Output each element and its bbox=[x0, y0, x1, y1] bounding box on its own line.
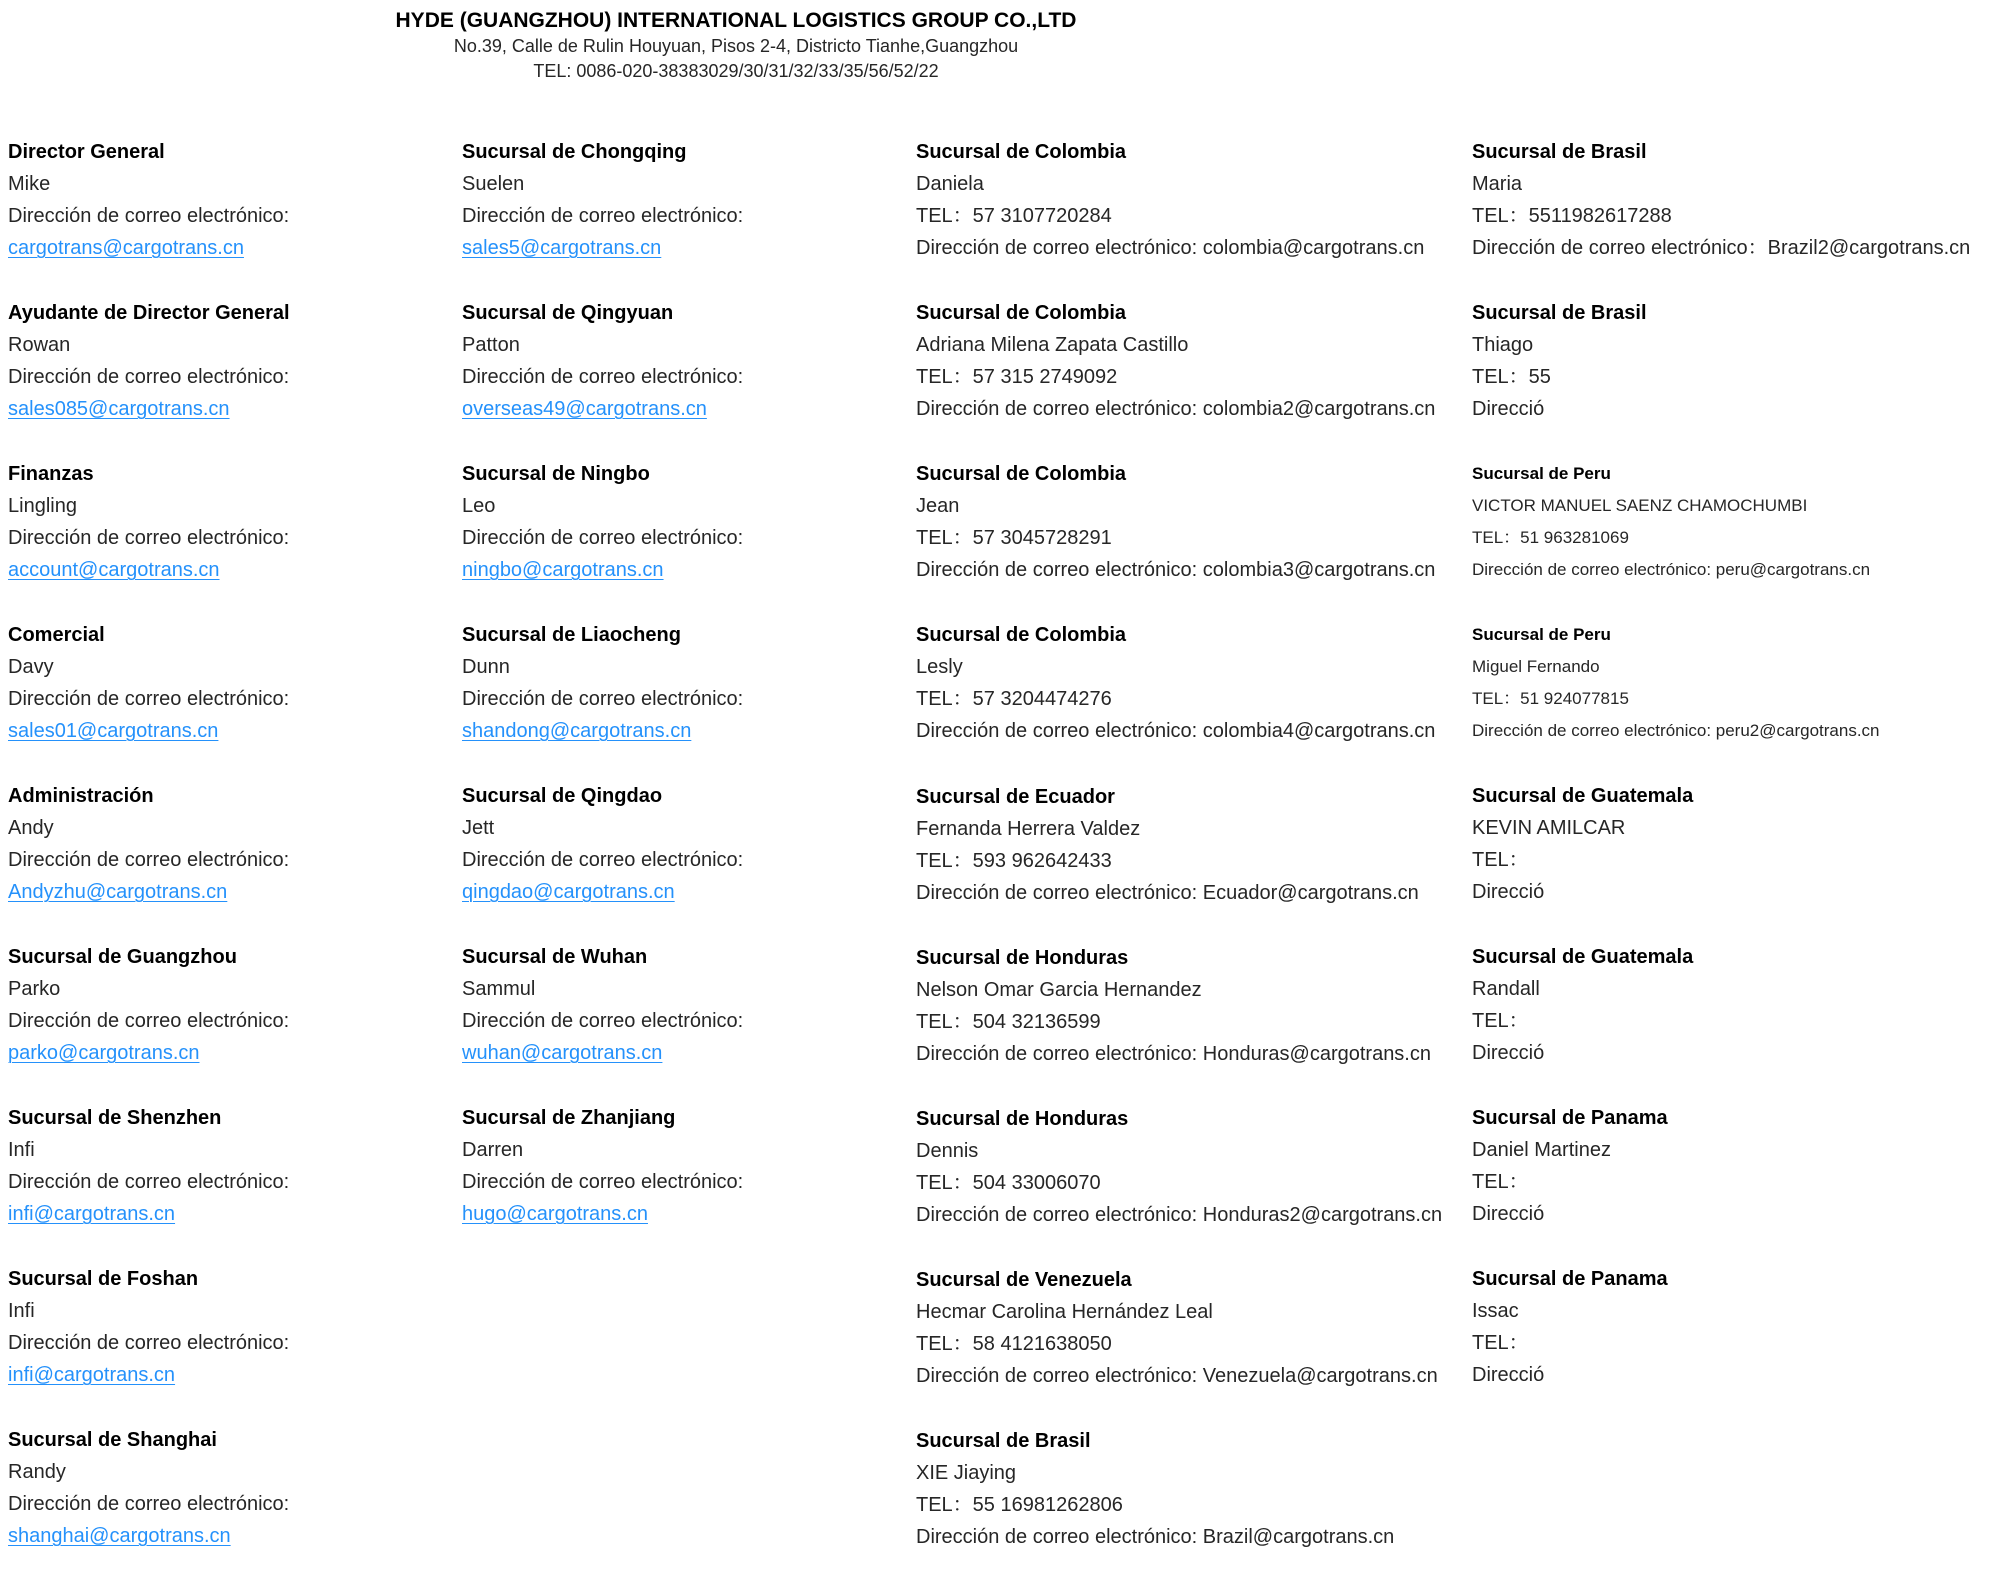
email-label: Dirección de correo electrónico: bbox=[8, 1332, 290, 1354]
tel-line: TEL：55 bbox=[1472, 366, 1551, 388]
email-link[interactable]: shandong@cargotrans.cn bbox=[462, 720, 692, 742]
entry-name: Dennis bbox=[916, 1140, 979, 1162]
email-link-line bbox=[8, 1037, 462, 1069]
contact-entry bbox=[462, 136, 916, 264]
entry-name: Fernanda Herrera Valdez bbox=[916, 818, 1141, 840]
entry-name: Suelen bbox=[462, 173, 525, 195]
entry-name: Adriana Milena Zapata Castillo bbox=[916, 334, 1189, 356]
entry-name: Nelson Omar Garcia Hernandez bbox=[916, 979, 1202, 1001]
contact-entry bbox=[8, 297, 462, 425]
tel-line: TEL： bbox=[1472, 1332, 1529, 1354]
email-line: Direcció bbox=[1472, 881, 1545, 903]
email-link[interactable]: ningbo@cargotrans.cn bbox=[462, 559, 664, 581]
contact-entry bbox=[462, 458, 916, 586]
email-label: Dirección de correo electrónico: bbox=[8, 1010, 290, 1032]
email-label: Dirección de correo electrónico: bbox=[462, 527, 744, 549]
tel-line: TEL：57 3204474276 bbox=[916, 688, 1112, 710]
contact-entry bbox=[1472, 1263, 2000, 1391]
entry-title: Sucursal de Guangzhou bbox=[8, 946, 237, 968]
email-link[interactable]: infi@cargotrans.cn bbox=[8, 1203, 176, 1225]
contact-entry bbox=[1472, 941, 2000, 1069]
email-line: Dirección de correo electrónico: peru@cargotrans.cn bbox=[1472, 560, 1871, 579]
entry-title: Sucursal de Colombia bbox=[916, 141, 1127, 163]
email-link[interactable]: Andyzhu@cargotrans.cn bbox=[8, 881, 228, 903]
entry-title: Sucursal de Wuhan bbox=[462, 946, 648, 968]
company-tel: TEL: 0086-020-38383029/30/31/32/33/35/56/52/22 bbox=[533, 61, 939, 81]
entry-title: Finanzas bbox=[8, 463, 94, 485]
contact-entry bbox=[1472, 136, 2000, 264]
entry-name: Infi bbox=[8, 1300, 35, 1322]
tel-line: TEL： bbox=[1472, 849, 1529, 871]
entry-title: Sucursal de Brasil bbox=[1472, 141, 1647, 163]
contact-column-1 bbox=[8, 136, 462, 1585]
email-link-line bbox=[8, 1198, 462, 1230]
email-label: Dirección de correo electrónico: bbox=[8, 1171, 290, 1193]
contact-entry bbox=[916, 297, 1472, 425]
entry-title: Comercial bbox=[8, 624, 105, 646]
entry-name: Dunn bbox=[462, 656, 510, 678]
entry-name: Randy bbox=[8, 1461, 66, 1483]
contact-entry bbox=[8, 136, 462, 264]
contact-entry bbox=[462, 297, 916, 425]
email-line: Direcció bbox=[1472, 398, 1545, 420]
email-link-line bbox=[462, 554, 916, 586]
entry-name: Thiago bbox=[1472, 334, 1534, 356]
email-link-line bbox=[462, 876, 916, 908]
email-link[interactable]: cargotrans@cargotrans.cn bbox=[8, 237, 244, 259]
email-link[interactable]: account@cargotrans.cn bbox=[8, 559, 220, 581]
entry-name: VICTOR MANUEL SAENZ CHAMOCHUMBI bbox=[1472, 496, 1808, 515]
email-line: Dirección de correo electrónico: colombia3@cargotrans.cn bbox=[916, 559, 1436, 581]
email-label: Dirección de correo electrónico: bbox=[8, 688, 290, 710]
entry-title: Sucursal de Guatemala bbox=[1472, 946, 1694, 968]
contact-entry bbox=[462, 780, 916, 908]
contact-entry bbox=[462, 619, 916, 747]
email-link-line bbox=[8, 876, 462, 908]
tel-line: TEL：58 4121638050 bbox=[916, 1333, 1112, 1355]
contact-column-3 bbox=[916, 136, 1472, 1586]
entry-name: Sammul bbox=[462, 978, 536, 1000]
contact-entry bbox=[462, 941, 916, 1069]
email-line: Direcció bbox=[1472, 1203, 1545, 1225]
contact-entry bbox=[1472, 780, 2000, 908]
tel-line: TEL：504 32136599 bbox=[916, 1011, 1101, 1033]
email-line: Dirección de correo electrónico: colombia@cargotrans.cn bbox=[916, 237, 1425, 259]
email-link[interactable]: sales5@cargotrans.cn bbox=[462, 237, 662, 259]
email-link-line bbox=[8, 1520, 462, 1552]
company-address: No.39, Calle de Rulin Houyuan, Pisos 2-4, Districto Tianhe,Guangzhou bbox=[453, 36, 1019, 56]
entry-name: Miguel Fernando bbox=[1472, 657, 1600, 676]
email-line: Dirección de correo electrónico: colombia2@cargotrans.cn bbox=[916, 398, 1436, 420]
tel-line: TEL： bbox=[1472, 1010, 1529, 1032]
contact-entry bbox=[8, 1424, 462, 1552]
entry-name: XIE Jiaying bbox=[916, 1462, 1017, 1484]
email-link-line bbox=[8, 715, 462, 747]
email-line: Dirección de correo electrónico：Brazil2@cargotrans.cn bbox=[1472, 237, 1971, 259]
entry-name: Daniel Martinez bbox=[1472, 1139, 1611, 1161]
contact-column-2 bbox=[462, 136, 916, 1263]
entry-title: Administración bbox=[8, 785, 154, 807]
email-link-line bbox=[462, 715, 916, 747]
entry-name: Infi bbox=[8, 1139, 35, 1161]
tel-line: TEL： bbox=[1472, 1171, 1529, 1193]
tel-line: TEL：57 3045728291 bbox=[916, 527, 1112, 549]
entry-title: Sucursal de Honduras bbox=[916, 947, 1129, 969]
contact-entry bbox=[8, 619, 462, 747]
contact-entry bbox=[916, 1103, 1472, 1231]
entry-name: Leo bbox=[462, 495, 496, 517]
email-link-line bbox=[8, 393, 462, 425]
email-label: Dirección de correo electrónico: bbox=[8, 205, 290, 227]
email-link-line bbox=[462, 1037, 916, 1069]
tel-line: TEL：51 963281069 bbox=[1472, 528, 1629, 547]
email-label: Dirección de correo electrónico: bbox=[8, 366, 290, 388]
company-name: HYDE (GUANGZHOU) INTERNATIONAL LOGISTICS GROUP CO.,LTD bbox=[395, 9, 1077, 32]
email-link[interactable]: sales085@cargotrans.cn bbox=[8, 398, 230, 420]
email-label: Dirección de correo electrónico: bbox=[462, 205, 744, 227]
entry-title: Sucursal de Qingyuan bbox=[462, 302, 674, 324]
entry-title: Sucursal de Panama bbox=[1472, 1268, 1668, 1290]
contact-entry bbox=[8, 941, 462, 1069]
email-link[interactable]: qingdao@cargotrans.cn bbox=[462, 881, 675, 903]
entry-title: Sucursal de Shenzhen bbox=[8, 1107, 222, 1129]
email-line: Dirección de correo electrónico: peru2@cargotrans.cn bbox=[1472, 721, 1880, 740]
entry-name: Andy bbox=[8, 817, 54, 839]
email-line: Dirección de correo electrónico: Brazil@cargotrans.cn bbox=[916, 1526, 1395, 1548]
tel-line: TEL：504 33006070 bbox=[916, 1172, 1101, 1194]
email-link[interactable]: shanghai@cargotrans.cn bbox=[8, 1525, 231, 1547]
email-label: Dirección de correo electrónico: bbox=[462, 366, 744, 388]
email-link[interactable]: infi@cargotrans.cn bbox=[8, 1364, 176, 1386]
email-link-line bbox=[462, 232, 916, 264]
entry-name: Darren bbox=[462, 1139, 524, 1161]
email-link[interactable]: parko@cargotrans.cn bbox=[8, 1042, 200, 1064]
entry-name: Patton bbox=[462, 334, 520, 356]
entry-title: Sucursal de Honduras bbox=[916, 1108, 1129, 1130]
entry-title: Ayudante de Director General bbox=[8, 302, 290, 324]
entry-name: Rowan bbox=[8, 334, 71, 356]
email-line: Dirección de correo electrónico: Ecuador@cargotrans.cn bbox=[916, 882, 1419, 904]
contact-entry bbox=[916, 619, 1472, 747]
email-line: Dirección de correo electrónico: Honduras@cargotrans.cn bbox=[916, 1043, 1431, 1065]
contact-entry bbox=[8, 458, 462, 586]
entry-name: Davy bbox=[8, 656, 54, 678]
entry-title: Sucursal de Shanghai bbox=[8, 1429, 217, 1451]
entry-title: Sucursal de Zhanjiang bbox=[462, 1107, 676, 1129]
entry-name: Mike bbox=[8, 173, 51, 195]
email-link[interactable]: wuhan@cargotrans.cn bbox=[462, 1042, 663, 1064]
entry-name: Daniela bbox=[916, 173, 984, 195]
contact-entry bbox=[916, 458, 1472, 586]
entry-title: Sucursal de Colombia bbox=[916, 302, 1127, 324]
email-line: Direcció bbox=[1472, 1042, 1545, 1064]
contact-entry bbox=[1472, 1102, 2000, 1230]
entry-title: Sucursal de Chongqing bbox=[462, 141, 687, 163]
entry-name: Jean bbox=[916, 495, 960, 517]
email-line: Dirección de correo electrónico: colombia4@cargotrans.cn bbox=[916, 720, 1436, 742]
contact-entry bbox=[916, 781, 1472, 909]
contact-column-4 bbox=[1472, 136, 2000, 1424]
email-label: Dirección de correo electrónico: bbox=[462, 688, 744, 710]
tel-line: TEL：55 16981262806 bbox=[916, 1494, 1123, 1516]
entry-title: Sucursal de Ningbo bbox=[462, 463, 650, 485]
contact-entry bbox=[8, 1263, 462, 1391]
email-link-line bbox=[8, 232, 462, 264]
contact-entry bbox=[8, 1102, 462, 1230]
entry-title: Sucursal de Panama bbox=[1472, 1107, 1668, 1129]
email-label: Dirección de correo electrónico: bbox=[462, 1171, 744, 1193]
entry-name: Issac bbox=[1472, 1300, 1519, 1322]
entry-title: Sucursal de Brasil bbox=[1472, 302, 1647, 324]
email-label: Dirección de correo electrónico: bbox=[8, 1493, 290, 1515]
email-label: Dirección de correo electrónico: bbox=[8, 849, 290, 871]
contact-entry bbox=[1472, 297, 2000, 425]
entry-title: Sucursal de Foshan bbox=[8, 1268, 199, 1290]
entry-title: Director General bbox=[8, 141, 165, 163]
email-link-line bbox=[462, 1198, 916, 1230]
tel-line: TEL：51 924077815 bbox=[1472, 689, 1629, 708]
contact-entry bbox=[462, 1102, 916, 1230]
tel-line: TEL：593 962642433 bbox=[916, 850, 1112, 872]
entry-name: Hecmar Carolina Hernández Leal bbox=[916, 1301, 1213, 1323]
contact-entry bbox=[1472, 458, 2000, 586]
entry-title: Sucursal de Peru bbox=[1472, 464, 1611, 483]
entry-title: Sucursal de Colombia bbox=[916, 463, 1127, 485]
email-line: Dirección de correo electrónico: Venezuela@cargotrans.cn bbox=[916, 1365, 1438, 1387]
contact-entry bbox=[916, 1264, 1472, 1392]
email-label: Dirección de correo electrónico: bbox=[462, 1010, 744, 1032]
email-line: Dirección de correo electrónico: Honduras2@cargotrans.cn bbox=[916, 1204, 1443, 1226]
email-link[interactable]: overseas49@cargotrans.cn bbox=[462, 398, 707, 420]
tel-line: TEL：57 3107720284 bbox=[916, 205, 1112, 227]
entry-title: Sucursal de Liaocheng bbox=[462, 624, 681, 646]
email-line: Direcció bbox=[1472, 1364, 1545, 1386]
entry-title: Sucursal de Colombia bbox=[916, 624, 1127, 646]
entry-name: Lesly bbox=[916, 656, 963, 678]
tel-line: TEL：57 315 2749092 bbox=[916, 366, 1118, 388]
email-label: Dirección de correo electrónico: bbox=[8, 527, 290, 549]
email-link[interactable]: hugo@cargotrans.cn bbox=[462, 1203, 648, 1225]
entry-title: Sucursal de Peru bbox=[1472, 625, 1611, 644]
entry-name: Lingling bbox=[8, 495, 77, 517]
contact-entry bbox=[1472, 619, 2000, 747]
entry-name: Randall bbox=[1472, 978, 1540, 1000]
email-link-line bbox=[8, 1359, 462, 1391]
contact-entry bbox=[916, 1425, 1472, 1553]
contact-entry bbox=[916, 136, 1472, 264]
email-link-line bbox=[462, 393, 916, 425]
entry-title: Sucursal de Ecuador bbox=[916, 786, 1115, 808]
email-link[interactable]: sales01@cargotrans.cn bbox=[8, 720, 219, 742]
entry-name: KEVIN AMILCAR bbox=[1472, 817, 1626, 839]
entry-name: Parko bbox=[8, 978, 61, 1000]
contact-entry bbox=[8, 780, 462, 908]
entry-name: Jett bbox=[462, 817, 495, 839]
tel-line: TEL：5511982617288 bbox=[1472, 205, 1672, 227]
entry-title: Sucursal de Guatemala bbox=[1472, 785, 1694, 807]
entry-name: Maria bbox=[1472, 173, 1523, 195]
entry-title: Sucursal de Qingdao bbox=[462, 785, 663, 807]
document-header bbox=[8, 8, 1464, 84]
contact-entry bbox=[916, 942, 1472, 1070]
email-label: Dirección de correo electrónico: bbox=[462, 849, 744, 871]
entry-title: Sucursal de Brasil bbox=[916, 1430, 1091, 1452]
entry-title: Sucursal de Venezuela bbox=[916, 1269, 1132, 1291]
contact-columns bbox=[8, 136, 2000, 1586]
email-link-line bbox=[8, 554, 462, 586]
